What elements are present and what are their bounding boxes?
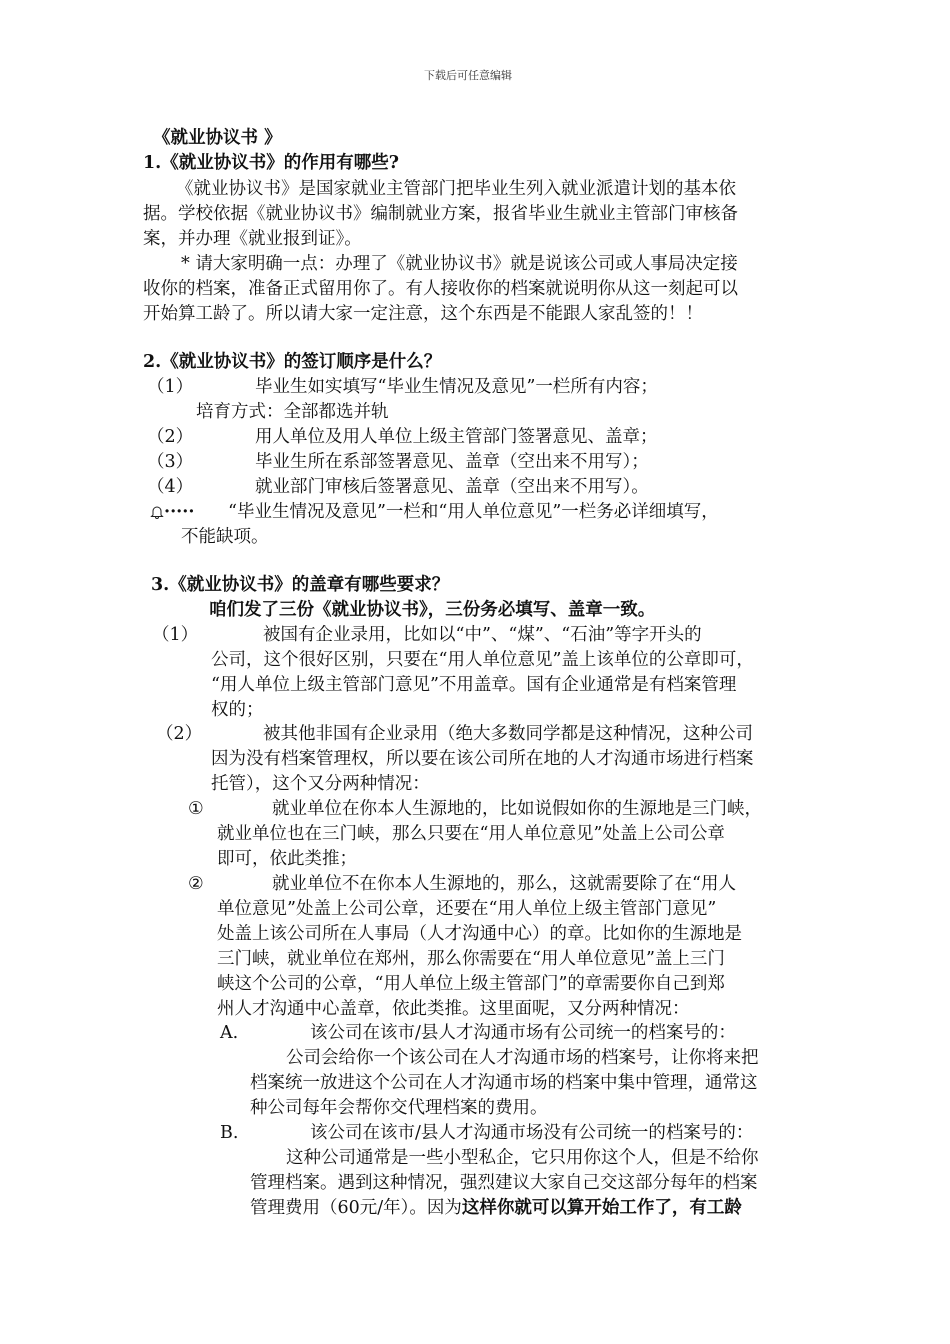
subcase-text: 档案统一放进这个公司在人才沟通市场的档案中集中管理，通常这 xyxy=(250,1073,758,1093)
item-text: 公司，这个很好区别，只要在“用人单位意见”盖上该单位的公章即可， xyxy=(211,650,754,670)
subcase-letter: B. xyxy=(220,1123,239,1143)
step-number: （1） xyxy=(147,377,194,397)
paragraph-line: 收你的档案，准备正式留用你了。有人接收你的档案就说明你从这一刻起可以 xyxy=(143,279,738,299)
paragraph-line: 开始算工龄了。所以请大家一定注意，这个东西是不能跟人家乱签的！！ xyxy=(143,304,703,324)
section-1-heading: 1.《就业协议书》的作用有哪些? xyxy=(143,153,400,173)
step-number: （2） xyxy=(147,427,194,447)
paragraph-line: 案，并办理《就业报到证》。 xyxy=(143,229,362,249)
case-text: 即可，依此类推； xyxy=(217,849,357,869)
subcase-letter: A. xyxy=(220,1023,239,1043)
paragraph-line: 《就业协议书》是国家就业主管部门把毕业生列入就业派遣计划的基本依 xyxy=(176,179,736,199)
item-number: （2） xyxy=(156,724,203,744)
paragraph-line: 据。学校依据《就业协议书》编制就业方案，报省毕业生就业主管部门审核备 xyxy=(143,204,738,224)
item-number: （1） xyxy=(152,625,199,645)
subcase-text xyxy=(250,1196,742,1220)
paragraph-line: * 请大家明确一点：办理了《就业协议书》就是说该公司或人事局决定接 xyxy=(181,254,738,274)
emphasis-text: 这样你就可以算开始工作了，有工龄 xyxy=(461,1198,742,1218)
section-2-heading: 2.《就业协议书》的签订顺序是什么？ xyxy=(143,352,442,372)
item-text: 被国有企业录用，比如以“中”、“煤”、“石油”等字开头的 xyxy=(263,625,702,645)
step-text: 就业部门审核后签署意见、盖章（空出来不用写）。 xyxy=(255,477,649,497)
page-header: 下载后可任意编辑 xyxy=(424,69,512,82)
document-title: 《就业协议书 》 xyxy=(153,128,282,148)
subcase-heading: 该公司在该市/县人才沟通市场没有公司统一的档案号的： xyxy=(310,1123,754,1143)
case-text: 峡这个公司的公章，“用人单位上级主管部门”的章需要你自己到郑 xyxy=(217,974,725,994)
case-text: 三门峡，就业单位在郑州，那么你需要在“用人单位意见”盖上三门 xyxy=(217,949,725,969)
case-text: 单位意见”处盖上公司公章，还要在“用人单位上级主管部门意见” xyxy=(217,899,717,919)
note-text: “毕业生情况及意见”一栏和“用人单位意见”一栏务必详细填写， xyxy=(228,502,719,522)
item-text: 因为没有档案管理权，所以要在该公司所在地的人才沟通市场进行档案 xyxy=(211,749,754,769)
item-text: “用人单位上级主管部门意见”不用盖章。国有企业通常是有档案管理 xyxy=(211,675,737,695)
bell-icon xyxy=(150,505,164,519)
step-number: （4） xyxy=(147,477,194,497)
subcase-text: 公司会给你一个该公司在人才沟通市场的档案号，让你将来把 xyxy=(286,1048,759,1068)
step-text: 培育方式：全部都选并轨 xyxy=(196,402,389,422)
step-number: （3） xyxy=(147,452,194,472)
step-text: 毕业生所在系部签署意见、盖章（空出来不用写）； xyxy=(255,452,649,472)
note-text: 不能缺项。 xyxy=(181,527,269,547)
item-text: 托管），这个又分两种情况： xyxy=(211,774,430,794)
section-3-heading: 3.《就业协议书》的盖章有哪些要求？ xyxy=(151,575,450,595)
subcase-heading: 该公司在该市/县人才沟通市场有公司统一的档案号的： xyxy=(310,1023,736,1043)
item-text: 权的； xyxy=(211,700,264,720)
case-text: 就业单位也在三门峡，那么只要在“用人单位意见”处盖上公司公章 xyxy=(217,824,725,844)
case-text: 就业单位在你本人生源地的，比如说假如你的生源地是三门峡， xyxy=(272,799,762,819)
section-3-intro: 咱们发了三份《就业协议书》，三份务必填写、盖章一致。 xyxy=(209,600,656,620)
note-marker xyxy=(150,500,194,524)
note-dots: ····· xyxy=(164,502,195,522)
plain-text: 管理费用（60元/年）。因为 xyxy=(250,1198,462,1218)
case-text: 州人才沟通中心盖章，依此类推。这里面呢，又分两种情况： xyxy=(217,999,690,1019)
step-text: 用人单位及用人单位上级主管部门签署意见、盖章； xyxy=(255,427,658,447)
subcase-text: 这种公司通常是一些小型私企，它只用你这个人，但是不给你 xyxy=(286,1148,759,1168)
subcase-text: 种公司每年会帮你交代理档案的费用。 xyxy=(250,1098,548,1118)
case-text: 就业单位不在你本人生源地的，那么，这就需要除了在“用人 xyxy=(272,874,736,894)
step-text: 毕业生如实填写“毕业生情况及意见”一栏所有内容； xyxy=(255,377,658,397)
case-text: 处盖上该公司所在人事局（人才沟通中心）的章。比如你的生源地是 xyxy=(217,924,742,944)
subcase-text: 管理档案。遇到这种情况，强烈建议大家自己交这部分每年的档案 xyxy=(250,1173,758,1193)
case-number: ① xyxy=(188,799,204,819)
item-text: 被其他非国有企业录用（绝大多数同学都是这种情况，这种公司 xyxy=(263,724,753,744)
case-number: ② xyxy=(188,874,204,894)
